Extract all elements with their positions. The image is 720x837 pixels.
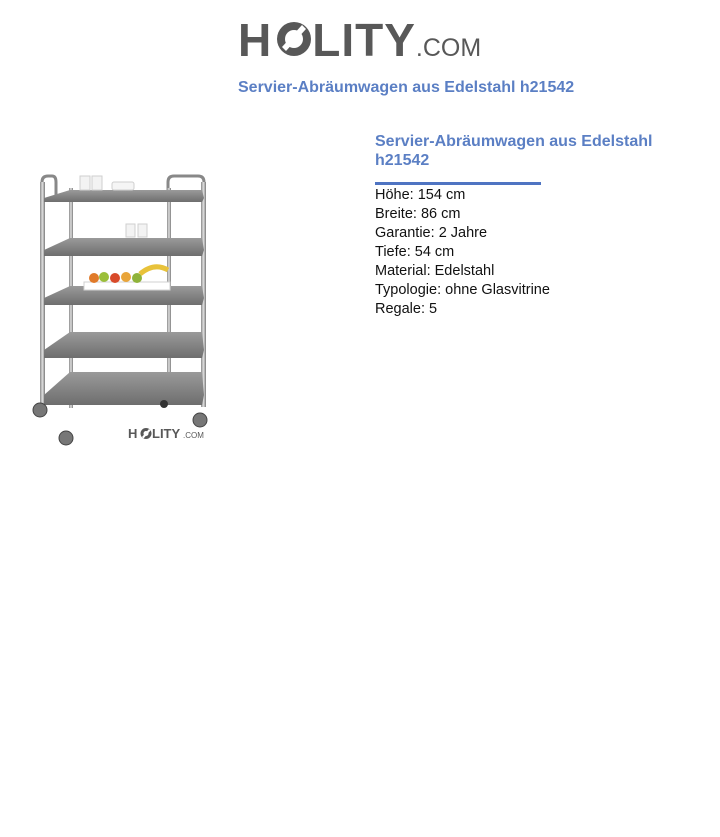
spec-regale: Regale: 5 (375, 301, 438, 317)
svg-text:H: H (128, 426, 138, 441)
slashed-circle-icon (275, 20, 313, 58)
small-logo (128, 426, 204, 441)
spec-typologie: Typologie: ohne Glasvitrine (375, 282, 550, 298)
product-heading: Servier-Abräumwagen aus Edelstahl h21542 (375, 133, 653, 169)
heading-divider (375, 182, 541, 185)
spec-tiefe: Tiefe: 54 cm (375, 244, 455, 260)
spec-hoehe: Höhe: 154 cm (375, 187, 466, 203)
spec-list (375, 186, 550, 319)
page-title: Servier-Abräumwagen aus Edelstahl h21542 (238, 79, 575, 96)
logo-wordmark: H LITY.COM (238, 14, 482, 66)
spec-material: Material: Edelstahl (375, 263, 495, 279)
svg-text:LITY: LITY (152, 426, 181, 441)
spec-breite: Breite: 86 cm (375, 206, 461, 222)
spec-garantie: Garantie: 2 Jahre (375, 225, 488, 241)
site-logo[interactable] (238, 12, 488, 68)
serving-trolley-image (22, 110, 252, 475)
svg-text:.COM: .COM (183, 431, 204, 440)
